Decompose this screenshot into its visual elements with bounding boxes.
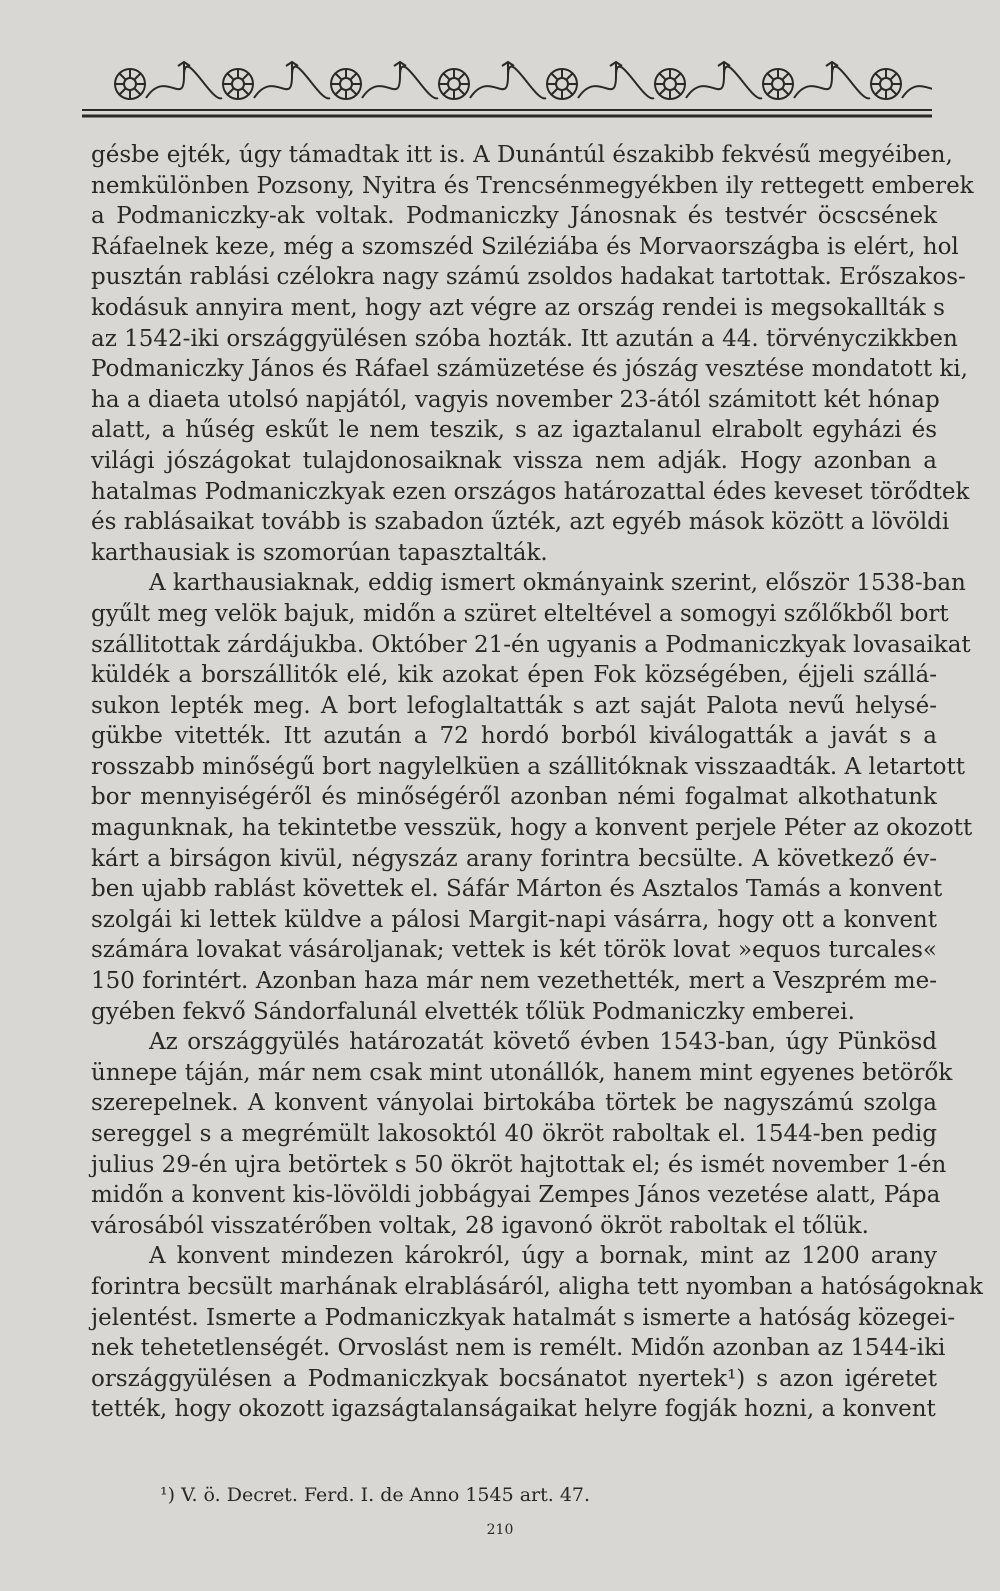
text-line: sukon lepték meg. A bort lefoglaltatták s azt saját Palota nevű helysé- — [91, 692, 937, 719]
leaf-ornament — [394, 62, 406, 76]
paragraph — [91, 1241, 983, 1425]
flower-ornament — [331, 69, 361, 99]
text-line: 150 forintért. Azonban haza már nem vezethették, mert a Veszprém me- — [91, 968, 937, 995]
flower-ornament — [547, 69, 577, 99]
text-line: országgyülésen a Podmaniczkyak bocsánatot nyertek¹) s azon igéretet — [91, 1365, 937, 1392]
text-line: Az országgyülés határozatát követő évben 1543-ban, úgy Pünkösd — [149, 1029, 937, 1056]
leaf-ornament — [826, 62, 838, 76]
footnote — [160, 1484, 590, 1506]
body-text — [91, 140, 983, 1425]
text-line: a Podmaniczky-ak voltak. Podmaniczky Jánosnak és testvér öcscsének — [91, 203, 937, 230]
text-line: szolgái ki lettek küldve a pálosi Margit-napi vásárra, hogy ott a konvent — [91, 906, 937, 933]
leaf-ornament — [178, 62, 190, 76]
text-line: tették, hogy okozott igazságtalanságaikat helyre fogják hozni, a konvent — [91, 1396, 936, 1423]
text-line: városából visszatérőben voltak, 28 igavonó ökröt raboltak el tőlük. — [91, 1212, 869, 1239]
paragraph — [91, 140, 974, 568]
flower-ornament — [763, 69, 793, 99]
text-line: küldék a borszállitók elé, kik azokat épen Fok községében, éjjeli szállá- — [91, 662, 937, 689]
flower-ornament — [223, 69, 253, 99]
flower-ornament — [871, 69, 901, 99]
flower-ornament — [115, 69, 145, 99]
text-line: forintra becsült marhának elrablásáról, aligha tett nyomban a hatóságoknak — [91, 1273, 983, 1300]
text-line: gükbe vitették. Itt azután a 72 hordó borból kiválogatták a javát s a — [91, 723, 937, 750]
text-line: karthausiak is szomorúan tapasztalták. — [91, 539, 548, 566]
text-line: alatt, a hűség eskűt le nem teszik, s az igaztalanul elrabolt egyházi és — [91, 417, 937, 444]
text-line: és rablásaikat tovább is szabadon űzték, azt egyéb mások között a lövöldi — [91, 509, 950, 536]
text-line: midőn a konvent kis-lövöldi jobbágyai Zempes János vezetése alatt, Pápa — [91, 1182, 941, 1209]
text-line: ünnepe táján, már nem csak mint utonállók, hanem mint egyenes betörők — [91, 1059, 953, 1086]
text-line: nemkülönben Pozsony, Nyitra és Trencsénmegyékben ily rettegett emberek — [91, 172, 974, 199]
text-line: számára lovakat vásároljanak; vettek is két török lovat »equos turcales« — [91, 937, 937, 964]
text-line: szállitottak zárdájukba. Október 21-én ugyanis a Podmaniczkyak lovasaikat — [91, 631, 971, 658]
flower-ornament — [439, 69, 469, 99]
text-line: jelentést. Ismerte a Podmaniczkyak hatalmát s ismerte a hatóság közegei- — [91, 1304, 956, 1331]
text-line: hatalmas Podmaniczkyak ezen országos határozattal édes keveset törődtek — [91, 478, 970, 505]
text-line: kodásuk annyira ment, hogy azt végre az ország rendei is megsokallták s — [91, 294, 945, 321]
footnote-text: V. ö. Decret. Ferd. I. de Anno 1545 art. 47. — [181, 1484, 591, 1506]
text-line: A konvent mindezen károkról, úgy a bornak, mint az 1200 arany — [149, 1243, 937, 1270]
text-line: Ráfaelnek keze, még a szomszéd Sziléziába és Morvaországba is elért, hol — [91, 233, 959, 260]
text-line: gésbe ejték, úgy támadtak itt is. A Dunántúl északibb fekvésű megyéiben, — [91, 142, 953, 168]
text-line: magunknak, ha tekintetbe vesszük, hogy a konvent perjele Péter az okozott — [91, 815, 973, 842]
flower-ornament — [655, 69, 685, 99]
text-line: gyűlt meg velök bajuk, midőn a szüret elteltével a somogyi szőlőkből bort — [91, 600, 949, 627]
text-line: pusztán rablási czélokra nagy számú zsoldos hadakat tartottak. Erőszakos- — [91, 264, 966, 291]
text-line: ben ujabb rablást követtek el. Sáfár Márton és Asztalos Tamás a konvent — [91, 876, 943, 903]
text-line: julius 29-én ujra betörtek s 50 ökröt hajtottak el; és ismét november 1-én — [91, 1151, 947, 1178]
paragraph — [91, 568, 973, 1027]
text-line: gyében fekvő Sándorfalunál elvették tőlük Podmaniczky emberei. — [91, 998, 855, 1025]
text-line: szerepelnek. A konvent ványolai birtokába törtek be nagyszámú szolga — [91, 1090, 937, 1117]
text-line: ha a diaeta utolsó napjától, vagyis november 23-ától számitott két hónap — [91, 386, 940, 413]
text-line: világi jószágokat tulajdonosaiknak vissza nem adják. Hogy azonban a — [91, 447, 937, 474]
vine-ornament — [902, 67, 932, 99]
paragraph — [91, 1027, 953, 1241]
page-number: 210 — [486, 1522, 514, 1538]
text-line: Podmaniczky János és Ráfael számüzetése és jószág vesztése mondatott ki, — [91, 356, 968, 383]
leaf-ornament — [718, 62, 730, 76]
leaf-ornament — [502, 62, 514, 76]
leaf-ornament — [286, 62, 298, 76]
leaf-ornament — [610, 62, 622, 76]
floral-ornament-header — [82, 58, 932, 122]
text-line: az 1542-iki országgyülésen szóba hozták. Itt azután a 44. törvényczikkben — [91, 325, 958, 352]
text-line: nek tehetetlenségét. Orvoslást nem is remélt. Midőn azonban az 1544-iki — [91, 1335, 946, 1362]
text-line: kárt a birságon kivül, négyszáz arany forintra becsülte. A következő év- — [91, 845, 937, 872]
text-line: rosszabb minőségű bort nagylelküen a szállitóknak visszaadták. A letartott — [91, 753, 965, 780]
text-line: sereggel s a megrémült lakosoktól 40 ökröt raboltak el. 1544-ben pedig — [91, 1121, 937, 1147]
text-line: bor mennyiségéről és minőségéről azonban némi fogalmat alkothatunk — [91, 784, 937, 811]
text-line: A karthausiaknak, eddig ismert okmányaink szerint, először 1538-ban — [149, 570, 966, 597]
footnote-marker: ¹) — [160, 1484, 176, 1506]
